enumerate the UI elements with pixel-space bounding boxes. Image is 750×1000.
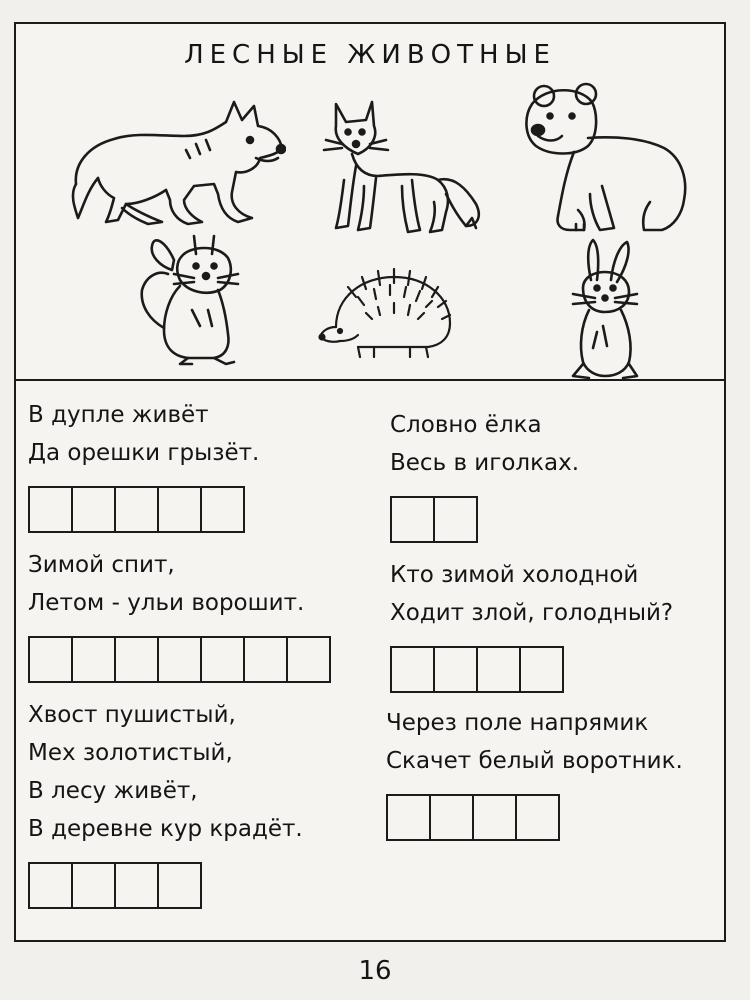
answer-box[interactable] [390, 646, 435, 693]
answer-box[interactable] [476, 646, 521, 693]
fox-icon [316, 96, 486, 236]
answer-box[interactable] [28, 862, 73, 909]
worksheet-frame [14, 22, 726, 942]
answer-box[interactable] [71, 862, 116, 909]
answer-box[interactable] [433, 496, 478, 543]
riddle-line: Весь в иголках. [390, 450, 580, 476]
riddle-line: Хвост пушистый, [28, 702, 236, 728]
answer-box[interactable] [114, 486, 159, 533]
answer-box[interactable] [429, 794, 474, 841]
hedgehog-icon [318, 267, 458, 362]
answer-box[interactable] [286, 636, 331, 683]
hare-icon [553, 236, 653, 384]
riddle-wolf [390, 556, 673, 693]
answer-boxes [390, 646, 673, 693]
answer-box[interactable] [519, 646, 564, 693]
riddle-line: Мех золотистый, [28, 740, 233, 766]
answer-box[interactable] [71, 486, 116, 533]
answer-box[interactable] [200, 636, 245, 683]
answer-boxes [28, 486, 259, 533]
riddle-line: Зимой спит, [28, 552, 175, 578]
bear-icon [514, 76, 694, 236]
riddle-line: Через поле напрямик [386, 710, 649, 736]
answer-boxes [28, 636, 331, 683]
page-title: ЛЕСНЫЕ ЖИВОТНЫЕ [184, 40, 556, 70]
squirrel-icon [134, 230, 244, 370]
riddle-line: Скачет белый воротник. [386, 748, 683, 774]
riddle-hedgehog [390, 406, 579, 543]
answer-box[interactable] [157, 636, 202, 683]
answer-boxes [390, 496, 579, 543]
riddle-fox [28, 696, 303, 909]
answer-boxes [386, 794, 683, 841]
answer-box[interactable] [386, 794, 431, 841]
riddle-line: Кто зимой холодной [390, 562, 639, 588]
answer-box[interactable] [390, 496, 435, 543]
riddle-line: Ходит злой, голодный? [390, 600, 674, 626]
riddle-line: Да орешки грызёт. [28, 440, 260, 466]
riddle-line: Летом - ульи ворошит. [28, 590, 305, 616]
wolf-icon [66, 94, 286, 229]
answer-boxes [28, 862, 303, 909]
answer-box[interactable] [114, 862, 159, 909]
riddle-hare [386, 704, 683, 841]
riddle-squirrel [28, 396, 259, 533]
riddle-line: В лесу живёт, [28, 778, 198, 804]
answer-box[interactable] [114, 636, 159, 683]
answer-box[interactable] [28, 636, 73, 683]
riddle-line: Словно ёлка [390, 412, 542, 438]
answer-box[interactable] [157, 862, 202, 909]
answer-box[interactable] [200, 486, 245, 533]
answer-box[interactable] [28, 486, 73, 533]
answer-box[interactable] [71, 636, 116, 683]
answer-box[interactable] [433, 646, 478, 693]
page-number: 16 [358, 956, 392, 986]
riddle-line: В дупле живёт [28, 402, 209, 428]
answer-box[interactable] [515, 794, 560, 841]
section-divider [16, 379, 724, 381]
riddle-bear [28, 546, 331, 683]
answer-box[interactable] [472, 794, 517, 841]
riddle-line: В деревне кур крадёт. [28, 816, 303, 842]
answer-box[interactable] [157, 486, 202, 533]
answer-box[interactable] [243, 636, 288, 683]
